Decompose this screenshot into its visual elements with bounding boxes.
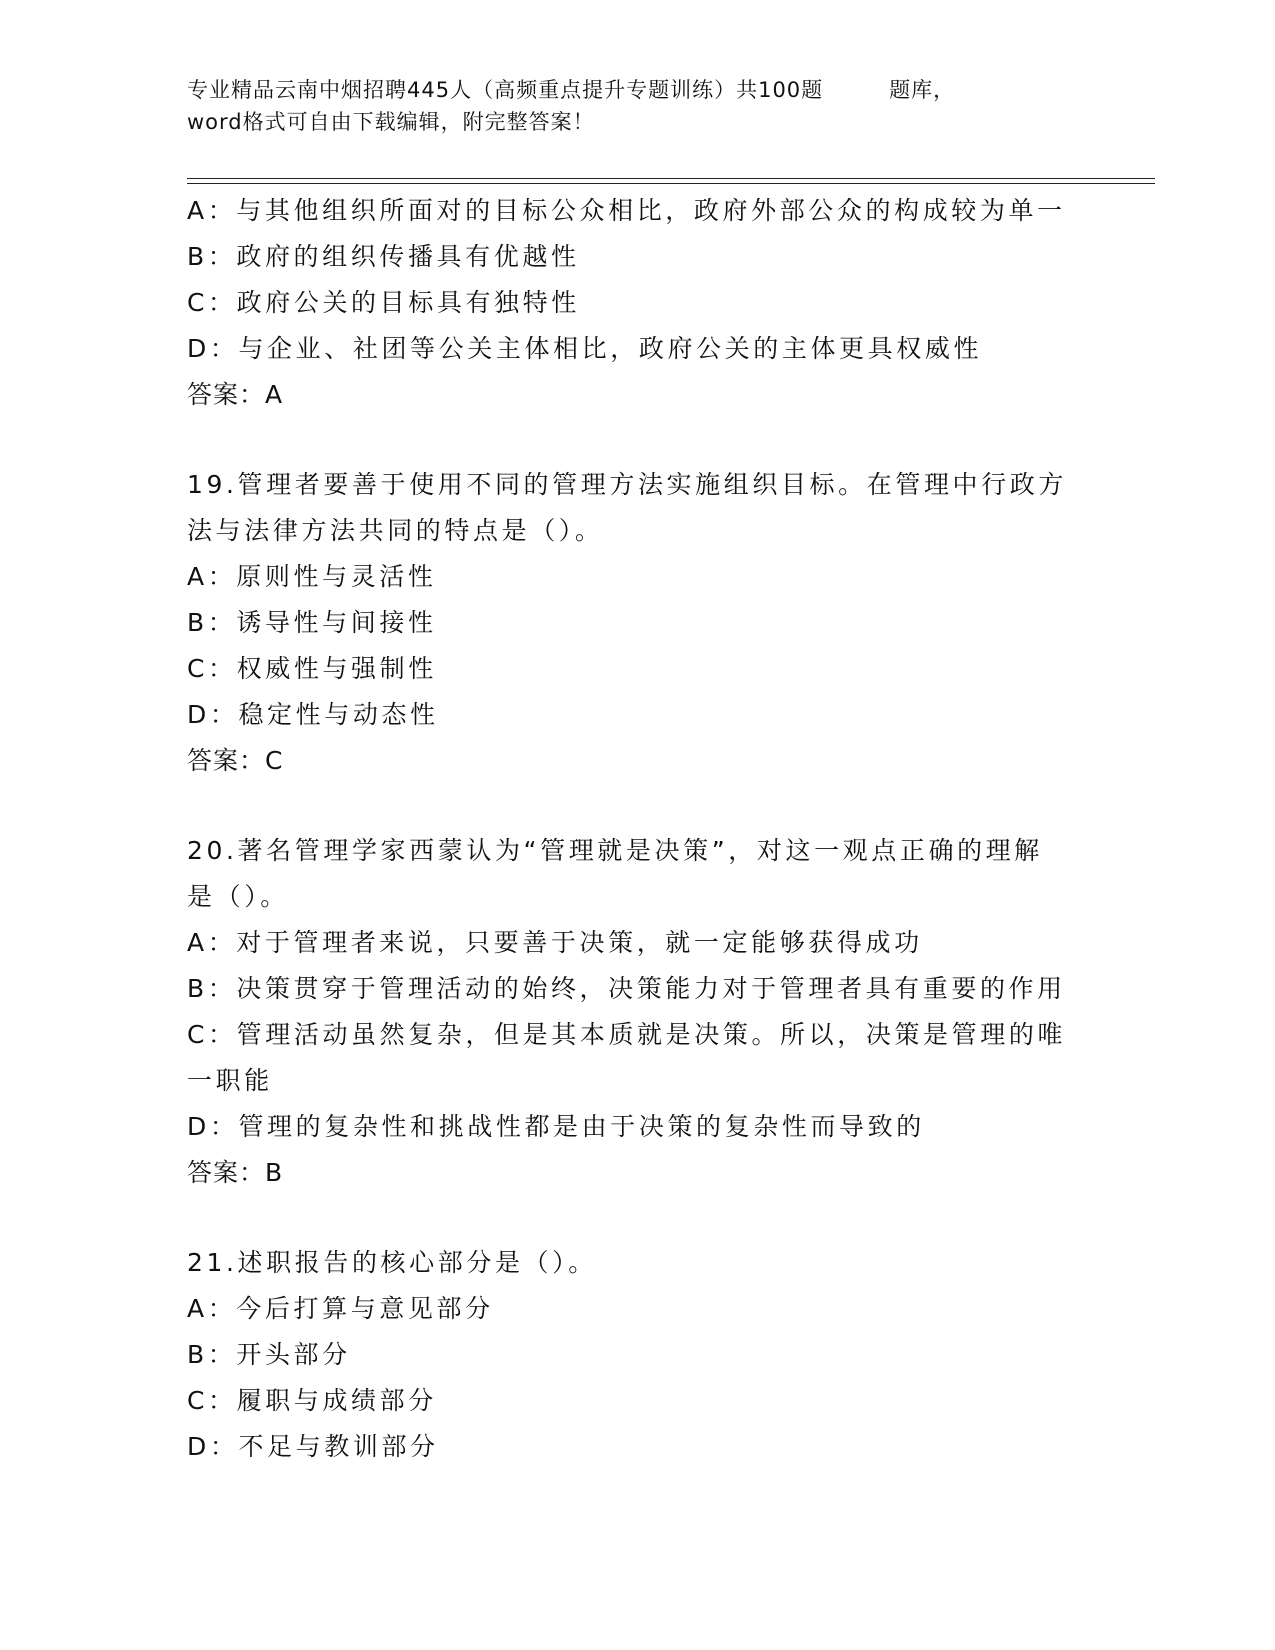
option-a: A：与其他组织所面对的目标公众相比，政府外部公众的构成较为单一 xyxy=(187,196,1066,225)
option-c: C：权威性与强制性 xyxy=(187,654,437,683)
option-d: D：与企业、社团等公关主体相比，政府公关的主体更具权威性 xyxy=(187,334,983,363)
option-b: B：政府的组织传播具有优越性 xyxy=(187,242,580,271)
question-18 xyxy=(187,188,1087,418)
question-21 xyxy=(187,1240,1087,1470)
header-line-1: 专业精品云南中烟招聘445人（高频重点提升专题训练）共100题 题库， xyxy=(187,78,956,102)
option-c: C：政府公关的目标具有独特性 xyxy=(187,288,580,317)
question-stem: 19.管理者要善于使用不同的管理方法实施组织目标。在管理中行政方 xyxy=(187,470,1067,499)
answer: 答案：C xyxy=(187,746,284,775)
option-d: D：不足与教训部分 xyxy=(187,1432,439,1461)
question-20 xyxy=(187,828,1087,1196)
document-header xyxy=(187,74,1067,138)
answer: 答案：B xyxy=(187,1158,284,1187)
option-d: D：管理的复杂性和挑战性都是由于决策的复杂性而导致的 xyxy=(187,1112,925,1141)
option-d: D：稳定性与动态性 xyxy=(187,700,439,729)
option-c-continued: 一职能 xyxy=(187,1066,273,1095)
option-b: B：开头部分 xyxy=(187,1340,351,1369)
question-content xyxy=(187,188,1087,1470)
option-a: A：原则性与灵活性 xyxy=(187,562,437,591)
option-c: C：管理活动虽然复杂，但是其本质就是决策。所以，决策是管理的唯 xyxy=(187,1020,1067,1049)
header-line-2: word格式可自由下载编辑，附完整答案！ xyxy=(187,110,595,134)
option-a: A：对于管理者来说，只要善于决策，就一定能够获得成功 xyxy=(187,928,923,957)
option-a: A：今后打算与意见部分 xyxy=(187,1294,494,1323)
header-divider-bottom xyxy=(187,183,1155,184)
question-stem: 法与法律方法共同的特点是（）。 xyxy=(187,516,604,545)
option-b: B：决策贯穿于管理活动的始终，决策能力对于管理者具有重要的作用 xyxy=(187,974,1066,1003)
option-b: B：诱导性与间接性 xyxy=(187,608,437,637)
question-stem: 21.述职报告的核心部分是（）。 xyxy=(187,1248,597,1277)
answer: 答案：A xyxy=(187,380,284,409)
question-stem: 20.著名管理学家西蒙认为“管理就是决策”，对这一观点正确的理解 xyxy=(187,836,1043,865)
header-divider-top xyxy=(187,178,1155,179)
option-c: C：履职与成绩部分 xyxy=(187,1386,437,1415)
question-19 xyxy=(187,462,1087,784)
question-stem: 是（）。 xyxy=(187,882,289,911)
